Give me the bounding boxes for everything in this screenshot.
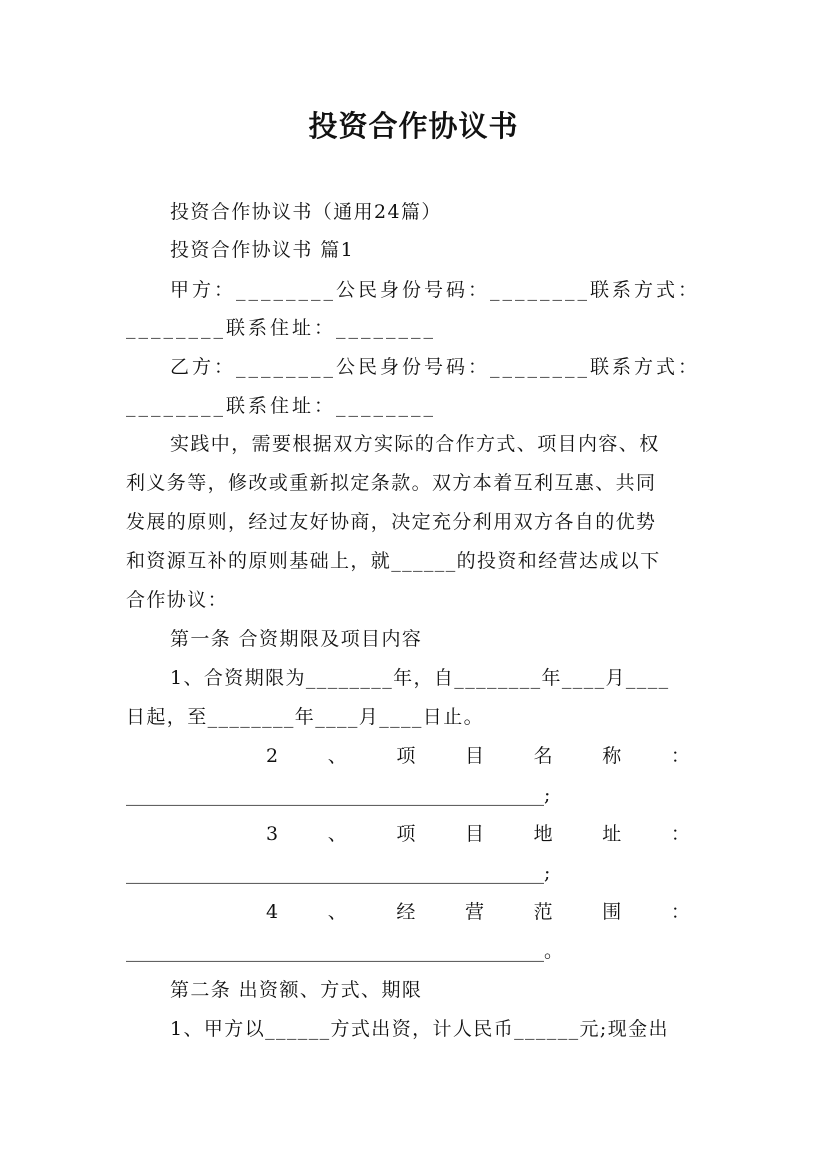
document-title: 投资合作协议书 [308,109,519,143]
heading-char: 目 [465,745,485,767]
heading-char: 称 [602,745,622,767]
heading-char: 项 [396,823,416,845]
paragraph-line: 合作协议： [126,589,229,611]
clause-4-heading [266,900,690,924]
article-2-clause-1: 1、甲方以______方式出资，计人民币______元;现金出 [170,1018,669,1040]
clause-1-line-2: 日起，至________年____月____日止。 [126,706,485,728]
clause-2-blank: ____________________________________________; [126,784,551,806]
heading-char: 4 [266,901,279,923]
party-a-line-1: 甲方：________公民身份号码：________联系方式： [170,279,701,301]
heading-char: 名 [533,745,553,767]
heading-char: 、 [327,745,347,767]
heading-char: 、 [327,823,347,845]
clause-2-heading [266,744,690,768]
heading-char: 项 [396,745,416,767]
clause-1-line-1: 1、合资期限为________年，自________年____月____ [170,667,670,689]
paragraph-line: 实践中，需要根据双方实际的合作方式、项目内容、权 [170,433,660,455]
paragraph-line: 和资源互补的原则基础上，就______的投资和经营达成以下 [126,550,661,572]
heading-char: 围 [602,901,622,923]
clause-3-heading [266,822,690,846]
clause-3-blank: ____________________________________________; [126,862,551,884]
heading-char: 营 [465,901,485,923]
chapter-heading: 投资合作协议书 篇1 [170,239,355,261]
article-1-heading: 第一条 合资期限及项目内容 [170,628,423,650]
heading-char: ： [670,823,690,845]
subtitle: 投资合作协议书（通用24篇） [170,201,442,223]
party-a-line-2: ________联系住址：________ [126,317,437,339]
heading-char: 址 [602,823,622,845]
party-b-line-1: 乙方：________公民身份号码：________联系方式： [170,356,701,378]
paragraph-line: 利义务等，修改或重新拟定条款。双方本着互利互惠、共同 [126,472,657,494]
heading-char: 、 [327,901,347,923]
heading-char: 3 [266,823,279,845]
heading-char: 经 [396,901,416,923]
heading-char: 范 [533,901,553,923]
heading-char: ： [670,901,690,923]
heading-char: ： [670,745,690,767]
party-b-line-2: ________联系住址：________ [126,395,437,417]
heading-char: 地 [533,823,553,845]
heading-char: 目 [465,823,485,845]
clause-4-blank: ____________________________________________。 [126,940,564,962]
paragraph-line: 发展的原则，经过友好协商，决定充分利用双方各自的优势 [126,511,657,533]
article-2-heading: 第二条 出资额、方式、期限 [170,979,423,1001]
heading-char: 2 [266,745,279,767]
